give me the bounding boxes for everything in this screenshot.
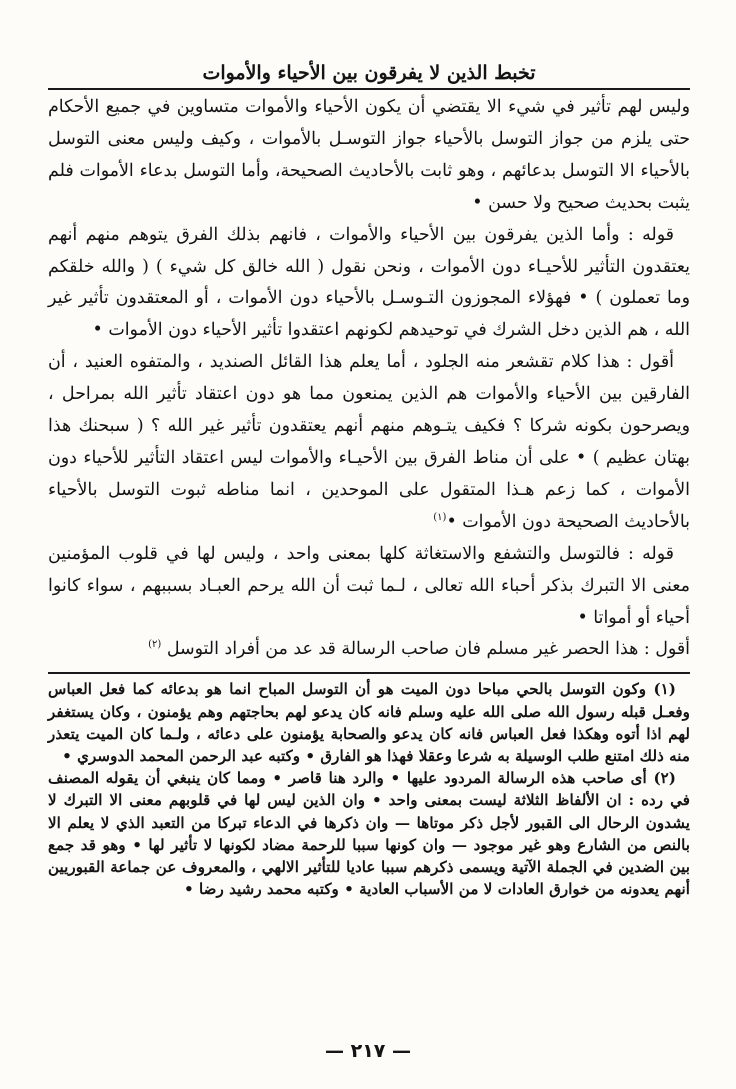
- footnote-1-text: وكون التوسل بالحي مباحا دون الميت هو أن التوسل المباح انما هو بدعائه كما فعل العباس وفعـل قبله رسول الله صلى الله عليه وسلم فانه كان يدعو لهم بحاجتهم وهم يؤمنون ، وكان يستغفر لهم اذا أتوه وهكذا فعل العباس فانه كان يدعو والصحابة يؤمنون على دعائه ، ولـما كان الميت يتعذر منه ذلك امتنع طلب الوسيلة به شرعا وعقلا فهذا هو الفارق • وكتبه عبد الرحمن المحمد الدوسري •: [48, 680, 690, 765]
- page: [48, 58, 690, 900]
- footnote-ref-1: (١): [433, 511, 447, 523]
- paragraph-3-text: أقول : هذا كلام تقشعر منه الجلود ، أما يعلم هذا القائل الصنديد ، والمتفوه العنيد ، أن الفارقين بين الأحياء والأموات هم الذين يمنعون مما هو دون اعتقاد تأثير الله بمراحل ، ويصرحون بكونه شركا ؟ فكيف يتـوهم منهم أنهم يعتقدون تأثير غير الله ؟ ( سبحنك هذا بهتان عظيم ) • على أن مناط الفرق بين الأحيـاء والأموات ليس اعتقاد التأثير للأحياء دون الأموات ، كما زعم هـذا المتقول على الموحدين ، انما مناطه ثبوت التوسل بالأحياء بالأحاديث الصحيحة دون الأموات •: [48, 352, 690, 532]
- page-number: — ٢١٧ —: [324, 1040, 412, 1062]
- footnotes: [48, 678, 690, 900]
- footnote-ref-2: (٢): [148, 639, 162, 651]
- paragraph-4: قوله : فالتوسل والتشفع والاستغاثة كلها بمعنى واحد ، وليس لها في قلوب المؤمنين معنى الا التبرك بذكر أحباء الله تعالى ، لـما ثبت أن الله يرحم العبـاد بسببهم ، سواء كانوا أحياء أو أمواتا •: [48, 543, 690, 628]
- running-header: تخبط الذين لا يفرقون بين الأحياء والأموات: [48, 58, 690, 90]
- paragraph-1: وليس لهم تأثير في شيء الا يقتضي أن يكون الأحياء والأموات متساوين في جميع الأحكام حتى يلزم من جواز التوسل بالأحياء جواز التوسـل بالأموات ، وكيف وليس معنى التوسل بالأحياء الا التوسل بدعائهم ، وهو ثابت بالأحاديث الصحيحة، وأما التوسل بدعاء الأموات فلم يثبت بحديث صحيح ولا حسن •: [48, 97, 690, 213]
- footnote-1-marker: (١): [653, 680, 676, 699]
- main-text: [48, 92, 690, 666]
- paragraph-5-text: أقول : هذا الحصر غير مسلم فان صاحب الرسالة قد عد من أفراد التوسل: [166, 639, 690, 660]
- paragraph-3: [48, 347, 690, 538]
- paragraph-2: قوله : وأما الذين يفرقون بين الأحياء والأموات ، فانهم بذلك الفرق يتوهم منهم أنهم يعتقدون التأثير للأحيـاء دون الأموات ، ونحن نقول ( الله خالق كل شيء ) ( والله خلقكم وما تعملون ) • فهؤلاء المجوزون التـوسـل بالأحياء دون الأموات ، أو المعتقدون تأثير غير الله ، هم الذين دخل الشرك في توحيدهم لكونهم اعتقدوا تأثير الأحياء دون الأموات •: [48, 224, 690, 341]
- footnote-2-marker: (٢): [653, 769, 676, 788]
- footnote-separator: [48, 672, 690, 674]
- paragraph-5: [48, 634, 690, 666]
- footnote-2: [48, 767, 690, 900]
- footnote-1: [48, 678, 690, 767]
- footnote-2-text: أى صاحب هذه الرسالة المردود عليها • والرد هنا قاصر • ومما كان ينبغي أن يقوله المصنف في رده : ان الألفاظ الثلاثة ليست بمعنى واحد • وان الذين ليس لها في قلوبهم معنى الا التبرك لا يشدون الرحال الى القبور لأجل ذكر موتاها — وان ذكرها في الدعاء تبركا من التعبد الذي لا يعلم الا بالنص من الشارع وهو غير موجود — وان كونها سببا للرحمة مضاد لكونها لا تأثير لها • وهو قد جمع بين الضدين في الجملة الآتية ويسمى ذكرهم سببا عاديا للتأثير الالهي ، والمعروف عن جماعة القبوريين أنهم يعدونه من خوارق العادات لا من الأسباب العادية • وكتبه محمد رشيد رضا •: [48, 769, 690, 899]
